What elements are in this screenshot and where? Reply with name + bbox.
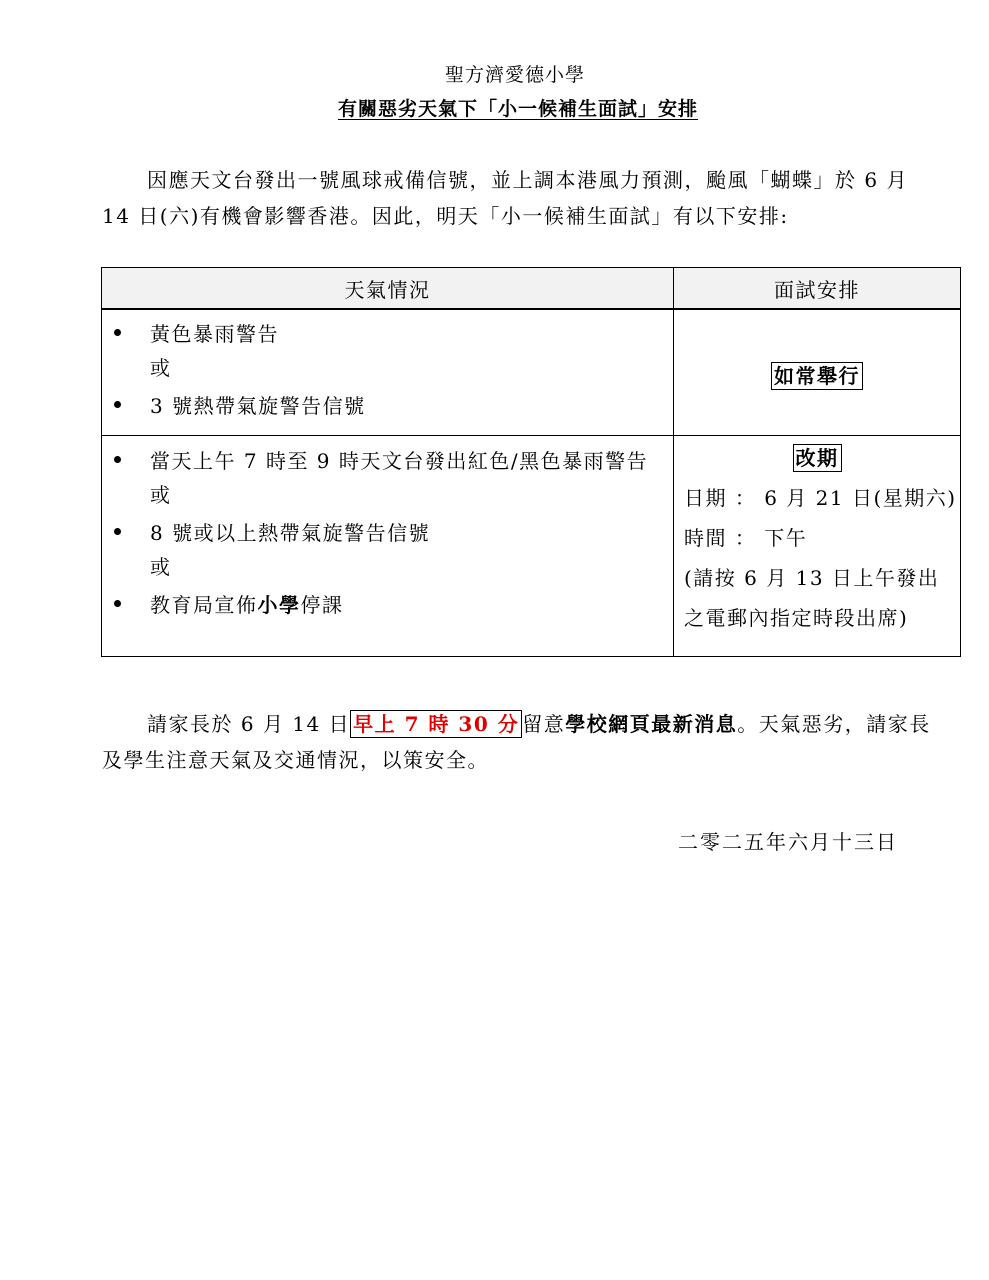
header-weather: 天氣情況: [102, 268, 674, 310]
intro-line-2: 14 日(六)有機會影響香港。因此，明天「小一候補生面試」有以下安排:: [102, 204, 789, 228]
new-time: 時間 ： 下午: [684, 526, 808, 550]
attendance-note-2: 之電郵內指定時段出席): [684, 606, 909, 630]
closing-line-1: 請家長於 6 月 14 日 早上 7 時 30 分 留意學校網頁最新消息。天氣惡劣，請家長: [147, 712, 931, 736]
arrangement-cell: [674, 436, 961, 657]
bullet-icon: [114, 456, 121, 463]
notice-date: 二零二五年六月十三日: [678, 830, 898, 854]
attendance-note-1: (請按 6 月 13 日上午發出: [684, 566, 940, 590]
or-label: 或: [150, 555, 172, 579]
bullet-icon: [114, 600, 121, 607]
or-label: 或: [150, 356, 172, 380]
header-arrangement: 面試安排: [674, 268, 961, 310]
reschedule-badge: 改期: [793, 444, 842, 472]
as-usual-badge: 如常舉行: [771, 362, 863, 390]
bullet-icon: [114, 401, 121, 408]
list-item: 教育局宣佈小學停課: [102, 585, 673, 621]
arrangement-cell: [674, 309, 961, 436]
list-item: 當天上午 7 時至 9 時天文台發出紅色/黑色暴雨警告: [102, 441, 673, 477]
table-header-row: [102, 268, 961, 310]
closing-paragraph: [102, 706, 952, 778]
list-item: 黃色暴雨警告: [102, 314, 673, 350]
school-name: 聖方濟愛德小學: [444, 64, 585, 86]
school-website-news: 學校網頁最新消息: [565, 712, 738, 736]
list-item: 8 號或以上熱帶氣旋警告信號: [102, 513, 673, 549]
notice-title: 有關惡劣天氣下「小一候補生面試」安排: [337, 98, 698, 120]
table-row: [102, 309, 961, 436]
list-item: 3 號熱帶氣旋警告信號: [102, 386, 673, 422]
bullet-icon: [114, 329, 121, 336]
check-time-highlight: 早上 7 時 30 分: [350, 710, 522, 738]
intro-line-1: 因應天文台發出一號風球戒備信號，並上調本港風力預測，颱風「蝴蝶」於 6 月: [147, 168, 908, 192]
intro-paragraph: [102, 162, 952, 234]
arrangement-table: [101, 267, 961, 657]
new-date: 日期 ： 6 月 21 日(星期六): [684, 486, 957, 510]
closing-line-2: 及學生注意天氣及交通情況，以策安全。: [102, 748, 489, 772]
weather-cell: [102, 436, 674, 657]
bullet-icon: [114, 528, 121, 535]
or-label: 或: [150, 483, 172, 507]
table-row: [102, 436, 961, 657]
weather-cell: [102, 309, 674, 436]
